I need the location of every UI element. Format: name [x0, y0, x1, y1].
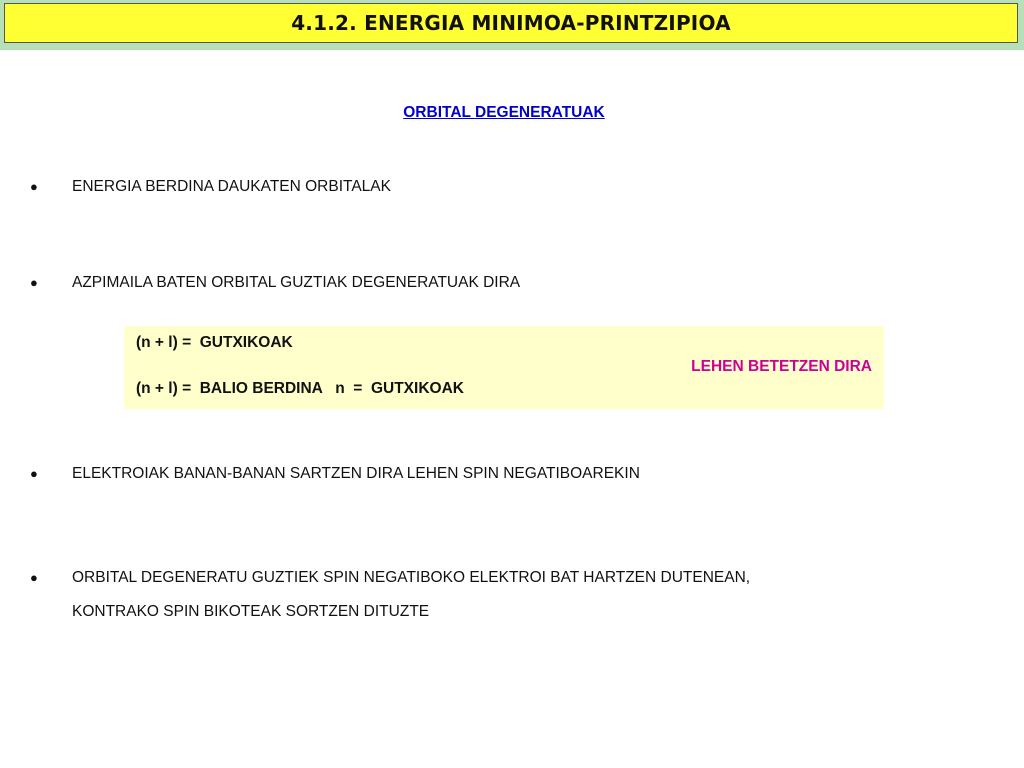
- title-band: [0, 0, 1024, 50]
- bullet-text: ENERGIA BERDINA DAUKATEN ORBITALAK: [72, 178, 391, 195]
- bullet-item-4: [30, 561, 750, 629]
- filling-rule-box: [124, 326, 884, 409]
- rule-line-smallest-sum: (n + l) = GUTXIKOAK: [136, 334, 293, 351]
- bullet-dot-icon: ●: [30, 275, 38, 290]
- bullet-dot-icon: ●: [30, 570, 38, 585]
- title-box: [4, 3, 1018, 43]
- bullet-text-multiline: [72, 561, 750, 629]
- rule-result: LEHEN BETETZEN DIRA: [691, 358, 872, 375]
- rule-line-equal-sum: (n + l) = BALIO BERDINA n = GUTXIKOAK: [136, 380, 464, 397]
- bullet-item-1: [30, 170, 391, 204]
- bullet-text-line-1: ORBITAL DEGENERATU GUZTIEK SPIN NEGATIBOKO ELEKTROI BAT HARTZEN DUTENEAN,: [72, 569, 751, 586]
- bullet-text: ELEKTROIAK BANAN-BANAN SARTZEN DIRA LEHEN SPIN NEGATIBOAREKIN: [72, 465, 640, 482]
- bullet-text: AZPIMAILA BATEN ORBITAL GUZTIAK DEGENERATUAK DIRA: [72, 274, 521, 291]
- bullet-text-line-2: KONTRAKO SPIN BIKOTEAK SORTZEN DITUZTE: [72, 603, 430, 620]
- bullet-dot-icon: ●: [30, 466, 38, 481]
- slide-subtitle: ORBITAL DEGENERATUAK: [403, 104, 605, 121]
- slide-title: 4.1.2. ENERGIA MINIMOA-PRINTZIPIOA: [291, 11, 731, 35]
- bullet-item-3: [30, 457, 640, 491]
- bullet-item-2: [30, 266, 520, 300]
- bullet-dot-icon: ●: [30, 179, 38, 194]
